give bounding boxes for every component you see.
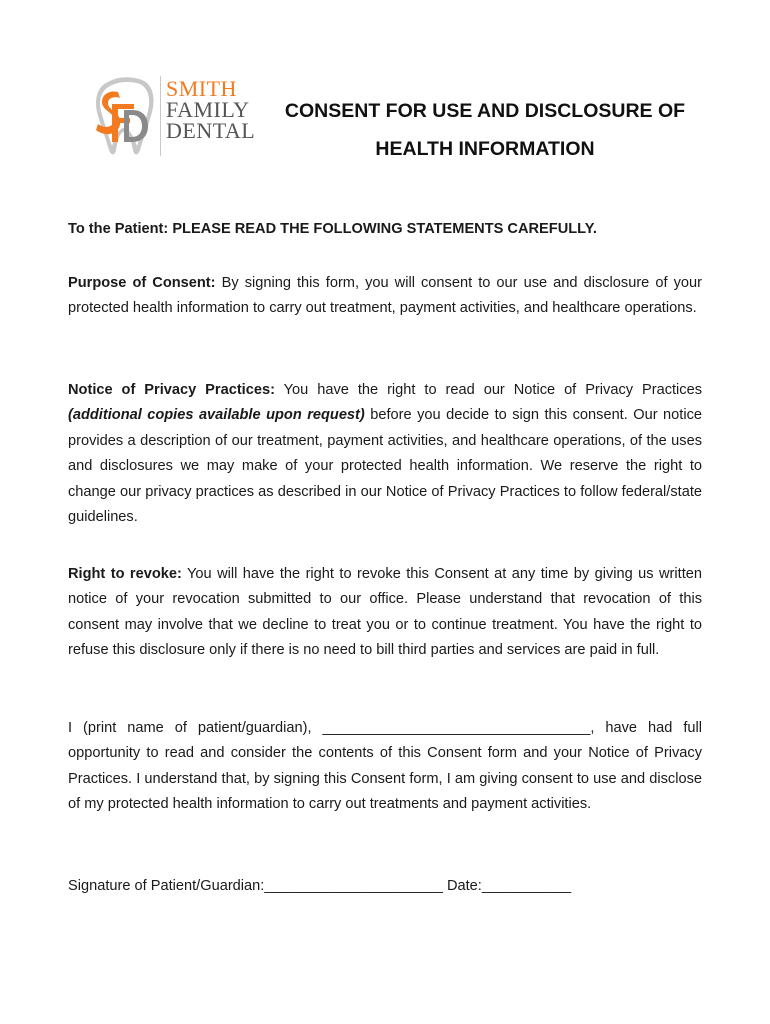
signature-label: Signature of Patient/Guardian: xyxy=(68,878,265,894)
notice-text-before: You have the right to read our Notice of Privacy Practices xyxy=(274,382,703,398)
title-line-2: HEALTH INFORMATION xyxy=(375,138,595,160)
purpose-paragraph xyxy=(68,271,702,322)
notice-text-after: before you decide to sign this consent. Our notice provides a description of our treatment, payment activities, and healthcare operations, of the uses and disclosures we may make of your protected health information. We reserve the right to change our privacy practices as described in our Notice of Privacy Practices to follow federal/state guidelines. xyxy=(68,407,702,526)
logo-line-smith: SMITH xyxy=(166,76,237,101)
date-label: Date: xyxy=(442,878,482,894)
logo-line-dental: DENTAL xyxy=(166,118,256,143)
signature-line xyxy=(68,874,702,899)
revoke-heading: Right to revoke: xyxy=(68,566,182,582)
patient-name-blank[interactable]: _________________________________ xyxy=(322,720,591,736)
purpose-heading: Purpose of Consent: xyxy=(68,275,216,291)
logo-divider xyxy=(160,76,161,156)
purpose-text: By signing this form, you will consent to our use and disclosure of your protected health information to carry out treatment, payment activities, and healthcare operations. xyxy=(68,275,702,317)
date-blank[interactable]: ___________ xyxy=(481,878,572,894)
notice-paragraph xyxy=(68,378,702,530)
notice-heading: Notice of Privacy Practices: xyxy=(68,382,275,398)
tooth-logo-icon xyxy=(88,74,160,158)
signature-blank[interactable]: ______________________ xyxy=(264,878,443,894)
acknowledgement-paragraph xyxy=(68,716,702,818)
patient-instruction: To the Patient: PLEASE READ THE FOLLOWING STATEMENTS CAREFULLY. xyxy=(68,221,597,237)
document-title xyxy=(270,92,700,168)
title-line-1: CONSENT FOR USE AND DISCLOSURE OF xyxy=(284,100,686,122)
logo-line-family: FAMILY xyxy=(166,97,250,122)
revoke-paragraph xyxy=(68,562,702,664)
smith-family-dental-logo xyxy=(88,74,263,158)
acknowledgement-text-before: I (print name of patient/guardian), xyxy=(68,720,323,736)
notice-emphasis: (additional copies available upon request) xyxy=(68,407,365,424)
acknowledgement-text-after: , have had full opportunity to read and consider the contents of this Consent form and your Notice of Privacy Practices. I understand that, by signing this Consent form, I am giving consent to use and disclose of my protected health information to carry out treatments and payment activities. xyxy=(68,720,703,813)
logo-wordmark xyxy=(166,78,255,141)
revoke-text: You will have the right to revoke this Consent at any time by giving us written notice of your revocation submitted to our office. Please understand that revocation of this consent may involve that we decline to treat you or to continue treatment. You have the right to refuse this disclosure only if there is no need to bill third parties and services are paid in full. xyxy=(68,566,702,659)
